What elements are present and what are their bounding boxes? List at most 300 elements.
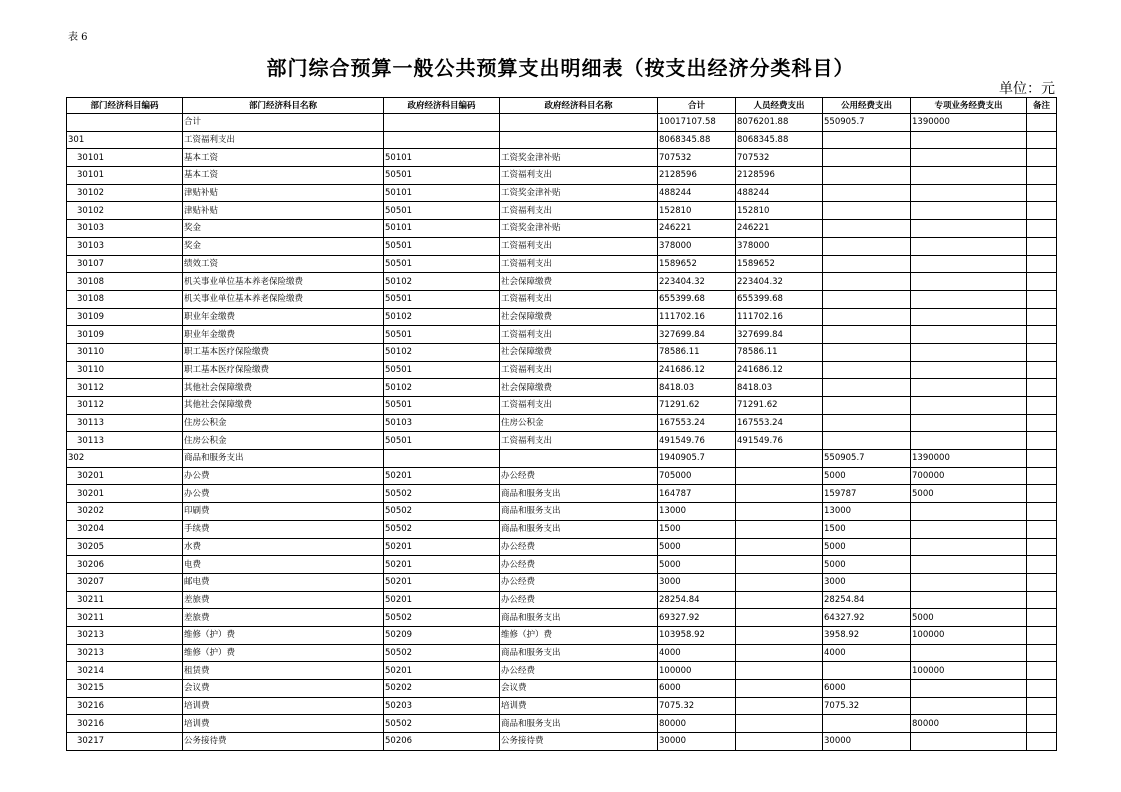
gov-code-cell: 50101 bbox=[384, 184, 500, 202]
gov-code-cell: 50102 bbox=[384, 343, 500, 361]
gov-code-cell: 50501 bbox=[384, 255, 500, 273]
gov-code-cell: 50209 bbox=[384, 626, 500, 644]
special-cell bbox=[911, 644, 1027, 662]
gov-name-cell: 商品和服务支出 bbox=[500, 609, 658, 627]
gov-name-cell: 工资福利支出 bbox=[500, 255, 658, 273]
gov-code-cell: 50202 bbox=[384, 680, 500, 698]
dept-name-cell: 住房公积金 bbox=[183, 414, 384, 432]
table-row bbox=[67, 432, 1057, 450]
public-cell: 5000 bbox=[823, 556, 911, 574]
table-row bbox=[67, 149, 1057, 167]
special-cell bbox=[911, 397, 1027, 415]
personnel-cell: 78586.11 bbox=[736, 343, 823, 361]
table-body bbox=[67, 114, 1057, 751]
gov-name-cell: 工资奖金津补贴 bbox=[500, 220, 658, 238]
dept-code-cell: 30102 bbox=[67, 184, 183, 202]
gov-name-cell: 维修（护）费 bbox=[500, 626, 658, 644]
special-cell bbox=[911, 361, 1027, 379]
special-cell bbox=[911, 237, 1027, 255]
table-row bbox=[67, 184, 1057, 202]
dept-code-cell: 30201 bbox=[67, 467, 183, 485]
gov-name-cell bbox=[500, 450, 658, 468]
personnel-cell bbox=[736, 626, 823, 644]
gov-name-cell: 工资奖金津补贴 bbox=[500, 149, 658, 167]
gov-code-cell: 50502 bbox=[384, 520, 500, 538]
gov-name-cell: 社会保障缴费 bbox=[500, 308, 658, 326]
special-cell bbox=[911, 220, 1027, 238]
dept-name-cell: 维修（护）费 bbox=[183, 626, 384, 644]
total-cell: 1500 bbox=[658, 520, 736, 538]
header-special: 专项业务经费支出 bbox=[911, 98, 1027, 114]
dept-code-cell: 30112 bbox=[67, 397, 183, 415]
personnel-cell: 8076201.88 bbox=[736, 114, 823, 132]
gov-code-cell bbox=[384, 450, 500, 468]
dept-code-cell: 30110 bbox=[67, 343, 183, 361]
table-row bbox=[67, 467, 1057, 485]
remark-cell bbox=[1027, 715, 1057, 733]
total-cell: 13000 bbox=[658, 503, 736, 521]
special-cell bbox=[911, 379, 1027, 397]
personnel-cell: 655399.68 bbox=[736, 290, 823, 308]
remark-cell bbox=[1027, 733, 1057, 751]
personnel-cell: 707532 bbox=[736, 149, 823, 167]
remark-cell bbox=[1027, 573, 1057, 591]
gov-code-cell: 50501 bbox=[384, 432, 500, 450]
dept-code-cell: 30204 bbox=[67, 520, 183, 538]
dept-code-cell: 30109 bbox=[67, 308, 183, 326]
special-cell bbox=[911, 591, 1027, 609]
total-cell: 111702.16 bbox=[658, 308, 736, 326]
total-cell: 5000 bbox=[658, 556, 736, 574]
special-cell bbox=[911, 167, 1027, 185]
gov-code-cell: 50102 bbox=[384, 273, 500, 291]
dept-name-cell: 机关事业单位基本养老保险缴费 bbox=[183, 290, 384, 308]
total-cell: 69327.92 bbox=[658, 609, 736, 627]
public-cell bbox=[823, 662, 911, 680]
total-cell: 28254.84 bbox=[658, 591, 736, 609]
gov-name-cell: 办公经费 bbox=[500, 467, 658, 485]
table-row bbox=[67, 662, 1057, 680]
remark-cell bbox=[1027, 237, 1057, 255]
dept-name-cell: 工资福利支出 bbox=[183, 131, 384, 149]
dept-name-cell: 差旅费 bbox=[183, 609, 384, 627]
personnel-cell bbox=[736, 503, 823, 521]
dept-name-cell: 手续费 bbox=[183, 520, 384, 538]
remark-cell bbox=[1027, 644, 1057, 662]
gov-name-cell: 办公经费 bbox=[500, 556, 658, 574]
gov-code-cell: 50501 bbox=[384, 397, 500, 415]
dept-name-cell: 奖金 bbox=[183, 237, 384, 255]
gov-name-cell: 培训费 bbox=[500, 697, 658, 715]
special-cell bbox=[911, 202, 1027, 220]
special-cell bbox=[911, 503, 1027, 521]
gov-code-cell bbox=[384, 114, 500, 132]
dept-code-cell: 30107 bbox=[67, 255, 183, 273]
personnel-cell bbox=[736, 715, 823, 733]
public-cell bbox=[823, 397, 911, 415]
public-cell: 550905.7 bbox=[823, 114, 911, 132]
special-cell bbox=[911, 290, 1027, 308]
dept-code-cell: 30110 bbox=[67, 361, 183, 379]
personnel-cell: 152810 bbox=[736, 202, 823, 220]
gov-name-cell: 办公经费 bbox=[500, 538, 658, 556]
special-cell bbox=[911, 733, 1027, 751]
dept-code-cell: 30215 bbox=[67, 680, 183, 698]
personnel-cell: 8068345.88 bbox=[736, 131, 823, 149]
gov-name-cell: 工资福利支出 bbox=[500, 432, 658, 450]
gov-code-cell bbox=[384, 131, 500, 149]
dept-code-cell: 30217 bbox=[67, 733, 183, 751]
personnel-cell bbox=[736, 467, 823, 485]
remark-cell bbox=[1027, 167, 1057, 185]
personnel-cell: 327699.84 bbox=[736, 326, 823, 344]
public-cell: 28254.84 bbox=[823, 591, 911, 609]
total-cell: 705000 bbox=[658, 467, 736, 485]
gov-name-cell: 社会保障缴费 bbox=[500, 379, 658, 397]
gov-name-cell: 工资福利支出 bbox=[500, 397, 658, 415]
remark-cell bbox=[1027, 255, 1057, 273]
gov-name-cell: 工资福利支出 bbox=[500, 237, 658, 255]
public-cell bbox=[823, 432, 911, 450]
dept-code-cell: 30112 bbox=[67, 379, 183, 397]
remark-cell bbox=[1027, 149, 1057, 167]
total-cell: 223404.32 bbox=[658, 273, 736, 291]
public-cell bbox=[823, 237, 911, 255]
table-row bbox=[67, 131, 1057, 149]
dept-code-cell: 30211 bbox=[67, 609, 183, 627]
header-total: 合计 bbox=[658, 98, 736, 114]
remark-cell bbox=[1027, 538, 1057, 556]
dept-name-cell: 基本工资 bbox=[183, 167, 384, 185]
total-cell: 8068345.88 bbox=[658, 131, 736, 149]
dept-code-cell: 30205 bbox=[67, 538, 183, 556]
remark-cell bbox=[1027, 503, 1057, 521]
gov-name-cell: 商品和服务支出 bbox=[500, 520, 658, 538]
table-row bbox=[67, 520, 1057, 538]
gov-name-cell: 办公经费 bbox=[500, 573, 658, 591]
public-cell bbox=[823, 290, 911, 308]
dept-name-cell: 职工基本医疗保险缴费 bbox=[183, 361, 384, 379]
header-gov-name: 政府经济科目名称 bbox=[500, 98, 658, 114]
dept-name-cell: 住房公积金 bbox=[183, 432, 384, 450]
gov-name-cell: 社会保障缴费 bbox=[500, 273, 658, 291]
total-cell: 655399.68 bbox=[658, 290, 736, 308]
dept-code-cell: 30108 bbox=[67, 273, 183, 291]
special-cell bbox=[911, 131, 1027, 149]
personnel-cell: 491549.76 bbox=[736, 432, 823, 450]
personnel-cell bbox=[736, 662, 823, 680]
special-cell bbox=[911, 414, 1027, 432]
public-cell bbox=[823, 202, 911, 220]
gov-code-cell: 50501 bbox=[384, 290, 500, 308]
remark-cell bbox=[1027, 697, 1057, 715]
public-cell bbox=[823, 361, 911, 379]
total-cell: 378000 bbox=[658, 237, 736, 255]
header-dept-code: 部门经济科目编码 bbox=[67, 98, 183, 114]
personnel-cell bbox=[736, 520, 823, 538]
dept-name-cell: 职业年金缴费 bbox=[183, 308, 384, 326]
special-cell bbox=[911, 308, 1027, 326]
public-cell bbox=[823, 326, 911, 344]
remark-cell bbox=[1027, 202, 1057, 220]
personnel-cell: 71291.62 bbox=[736, 397, 823, 415]
total-cell: 707532 bbox=[658, 149, 736, 167]
gov-name-cell: 工资福利支出 bbox=[500, 326, 658, 344]
dept-name-cell: 津贴补贴 bbox=[183, 202, 384, 220]
remark-cell bbox=[1027, 556, 1057, 574]
personnel-cell: 241686.12 bbox=[736, 361, 823, 379]
special-cell: 5000 bbox=[911, 609, 1027, 627]
dept-name-cell: 职业年金缴费 bbox=[183, 326, 384, 344]
dept-name-cell: 其他社会保障缴费 bbox=[183, 379, 384, 397]
dept-name-cell: 电费 bbox=[183, 556, 384, 574]
remark-cell bbox=[1027, 662, 1057, 680]
dept-code-cell: 30113 bbox=[67, 432, 183, 450]
dept-code-cell: 30201 bbox=[67, 485, 183, 503]
total-cell: 80000 bbox=[658, 715, 736, 733]
gov-code-cell: 50501 bbox=[384, 326, 500, 344]
dept-code-cell: 30103 bbox=[67, 237, 183, 255]
personnel-cell bbox=[736, 538, 823, 556]
gov-code-cell: 50501 bbox=[384, 167, 500, 185]
public-cell: 13000 bbox=[823, 503, 911, 521]
public-cell bbox=[823, 273, 911, 291]
gov-code-cell: 50201 bbox=[384, 662, 500, 680]
remark-cell bbox=[1027, 609, 1057, 627]
table-row bbox=[67, 290, 1057, 308]
special-cell: 100000 bbox=[911, 662, 1027, 680]
personnel-cell bbox=[736, 485, 823, 503]
table-row bbox=[67, 485, 1057, 503]
total-cell: 152810 bbox=[658, 202, 736, 220]
remark-cell bbox=[1027, 184, 1057, 202]
dept-name-cell: 维修（护）费 bbox=[183, 644, 384, 662]
dept-name-cell: 机关事业单位基本养老保险缴费 bbox=[183, 273, 384, 291]
public-cell: 4000 bbox=[823, 644, 911, 662]
table-row bbox=[67, 255, 1057, 273]
gov-name-cell: 商品和服务支出 bbox=[500, 715, 658, 733]
special-cell: 80000 bbox=[911, 715, 1027, 733]
public-cell: 5000 bbox=[823, 467, 911, 485]
gov-code-cell: 50102 bbox=[384, 379, 500, 397]
table-row bbox=[67, 715, 1057, 733]
public-cell bbox=[823, 220, 911, 238]
personnel-cell: 378000 bbox=[736, 237, 823, 255]
table-row bbox=[67, 626, 1057, 644]
personnel-cell: 8418.03 bbox=[736, 379, 823, 397]
total-cell: 30000 bbox=[658, 733, 736, 751]
public-cell bbox=[823, 414, 911, 432]
table-row bbox=[67, 697, 1057, 715]
gov-code-cell: 50501 bbox=[384, 202, 500, 220]
remark-cell bbox=[1027, 308, 1057, 326]
table-row bbox=[67, 397, 1057, 415]
table-row bbox=[67, 326, 1057, 344]
total-cell: 246221 bbox=[658, 220, 736, 238]
personnel-cell: 223404.32 bbox=[736, 273, 823, 291]
public-cell bbox=[823, 131, 911, 149]
gov-name-cell: 会议费 bbox=[500, 680, 658, 698]
table-row bbox=[67, 220, 1057, 238]
header-remark: 备注 bbox=[1027, 98, 1057, 114]
table-number: 表 6 bbox=[68, 32, 88, 43]
special-cell bbox=[911, 573, 1027, 591]
gov-name-cell: 办公经费 bbox=[500, 662, 658, 680]
personnel-cell: 488244 bbox=[736, 184, 823, 202]
dept-name-cell: 其他社会保障缴费 bbox=[183, 397, 384, 415]
dept-name-cell: 津贴补贴 bbox=[183, 184, 384, 202]
gov-code-cell: 50201 bbox=[384, 467, 500, 485]
gov-code-cell: 50201 bbox=[384, 538, 500, 556]
total-cell: 8418.03 bbox=[658, 379, 736, 397]
total-cell: 103958.92 bbox=[658, 626, 736, 644]
table-row bbox=[67, 450, 1057, 468]
dept-name-cell: 奖金 bbox=[183, 220, 384, 238]
dept-code-cell: 302 bbox=[67, 450, 183, 468]
special-cell bbox=[911, 184, 1027, 202]
special-cell bbox=[911, 255, 1027, 273]
dept-name-cell: 办公费 bbox=[183, 485, 384, 503]
dept-name-cell: 差旅费 bbox=[183, 591, 384, 609]
total-cell: 164787 bbox=[658, 485, 736, 503]
total-cell: 71291.62 bbox=[658, 397, 736, 415]
gov-name-cell: 住房公积金 bbox=[500, 414, 658, 432]
dept-name-cell: 邮电费 bbox=[183, 573, 384, 591]
total-cell: 167553.24 bbox=[658, 414, 736, 432]
gov-name-cell: 商品和服务支出 bbox=[500, 485, 658, 503]
table-row bbox=[67, 361, 1057, 379]
gov-code-cell: 50201 bbox=[384, 556, 500, 574]
public-cell: 30000 bbox=[823, 733, 911, 751]
gov-name-cell: 商品和服务支出 bbox=[500, 503, 658, 521]
table-row bbox=[67, 237, 1057, 255]
public-cell bbox=[823, 715, 911, 733]
gov-name-cell: 公务接待费 bbox=[500, 733, 658, 751]
total-cell: 241686.12 bbox=[658, 361, 736, 379]
dept-code-cell: 30101 bbox=[67, 167, 183, 185]
special-cell: 1390000 bbox=[911, 450, 1027, 468]
dept-code-cell: 30207 bbox=[67, 573, 183, 591]
remark-cell bbox=[1027, 680, 1057, 698]
gov-code-cell: 50502 bbox=[384, 644, 500, 662]
unit-label: 单位：元 bbox=[999, 81, 1055, 97]
header-gov-code: 政府经济科目编码 bbox=[384, 98, 500, 114]
dept-name-cell: 印刷费 bbox=[183, 503, 384, 521]
gov-name-cell: 工资福利支出 bbox=[500, 202, 658, 220]
remark-cell bbox=[1027, 450, 1057, 468]
table-row bbox=[67, 167, 1057, 185]
personnel-cell bbox=[736, 733, 823, 751]
special-cell bbox=[911, 538, 1027, 556]
personnel-cell: 1589652 bbox=[736, 255, 823, 273]
public-cell: 159787 bbox=[823, 485, 911, 503]
remark-cell bbox=[1027, 114, 1057, 132]
special-cell: 700000 bbox=[911, 467, 1027, 485]
dept-name-cell: 合计 bbox=[183, 114, 384, 132]
personnel-cell: 167553.24 bbox=[736, 414, 823, 432]
total-cell: 488244 bbox=[658, 184, 736, 202]
remark-cell bbox=[1027, 626, 1057, 644]
table-row bbox=[67, 609, 1057, 627]
remark-cell bbox=[1027, 520, 1057, 538]
gov-code-cell: 50103 bbox=[384, 414, 500, 432]
header-public: 公用经费支出 bbox=[823, 98, 911, 114]
dept-code-cell: 30102 bbox=[67, 202, 183, 220]
dept-code-cell: 30113 bbox=[67, 414, 183, 432]
total-cell: 78586.11 bbox=[658, 343, 736, 361]
gov-code-cell: 50502 bbox=[384, 485, 500, 503]
dept-code-cell: 30202 bbox=[67, 503, 183, 521]
public-cell: 3000 bbox=[823, 573, 911, 591]
gov-name-cell: 社会保障缴费 bbox=[500, 343, 658, 361]
gov-name-cell: 办公经费 bbox=[500, 591, 658, 609]
dept-code-cell: 301 bbox=[67, 131, 183, 149]
header-personnel: 人员经费支出 bbox=[736, 98, 823, 114]
total-cell: 10017107.58 bbox=[658, 114, 736, 132]
public-cell bbox=[823, 255, 911, 273]
dept-code-cell: 30214 bbox=[67, 662, 183, 680]
remark-cell bbox=[1027, 290, 1057, 308]
dept-name-cell: 水费 bbox=[183, 538, 384, 556]
special-cell bbox=[911, 273, 1027, 291]
special-cell bbox=[911, 149, 1027, 167]
table-row bbox=[67, 644, 1057, 662]
table-row bbox=[67, 680, 1057, 698]
table-row bbox=[67, 503, 1057, 521]
gov-code-cell: 50203 bbox=[384, 697, 500, 715]
gov-code-cell: 50101 bbox=[384, 149, 500, 167]
remark-cell bbox=[1027, 432, 1057, 450]
dept-code-cell: 30213 bbox=[67, 626, 183, 644]
public-cell bbox=[823, 343, 911, 361]
total-cell: 491549.76 bbox=[658, 432, 736, 450]
public-cell: 1500 bbox=[823, 520, 911, 538]
gov-name-cell: 工资福利支出 bbox=[500, 290, 658, 308]
dept-code-cell: 30211 bbox=[67, 591, 183, 609]
dept-code-cell bbox=[67, 114, 183, 132]
gov-name-cell: 工资奖金津补贴 bbox=[500, 184, 658, 202]
dept-code-cell: 30206 bbox=[67, 556, 183, 574]
table-row bbox=[67, 591, 1057, 609]
gov-code-cell: 50201 bbox=[384, 591, 500, 609]
dept-name-cell: 培训费 bbox=[183, 697, 384, 715]
remark-cell bbox=[1027, 397, 1057, 415]
dept-name-cell: 会议费 bbox=[183, 680, 384, 698]
table-row bbox=[67, 114, 1057, 132]
total-cell: 327699.84 bbox=[658, 326, 736, 344]
special-cell bbox=[911, 520, 1027, 538]
table-row bbox=[67, 379, 1057, 397]
remark-cell bbox=[1027, 485, 1057, 503]
remark-cell bbox=[1027, 467, 1057, 485]
table-row bbox=[67, 202, 1057, 220]
dept-code-cell: 30213 bbox=[67, 644, 183, 662]
public-cell: 6000 bbox=[823, 680, 911, 698]
table-row bbox=[67, 308, 1057, 326]
dept-name-cell: 培训费 bbox=[183, 715, 384, 733]
total-cell: 1589652 bbox=[658, 255, 736, 273]
page-title: 部门综合预算一般公共预算支出明细表（按支出经济分类科目） bbox=[266, 56, 855, 80]
public-cell: 64327.92 bbox=[823, 609, 911, 627]
dept-code-cell: 30103 bbox=[67, 220, 183, 238]
table-row bbox=[67, 556, 1057, 574]
public-cell: 7075.32 bbox=[823, 697, 911, 715]
gov-code-cell: 50101 bbox=[384, 220, 500, 238]
special-cell bbox=[911, 326, 1027, 344]
total-cell: 6000 bbox=[658, 680, 736, 698]
total-cell: 5000 bbox=[658, 538, 736, 556]
dept-code-cell: 30109 bbox=[67, 326, 183, 344]
